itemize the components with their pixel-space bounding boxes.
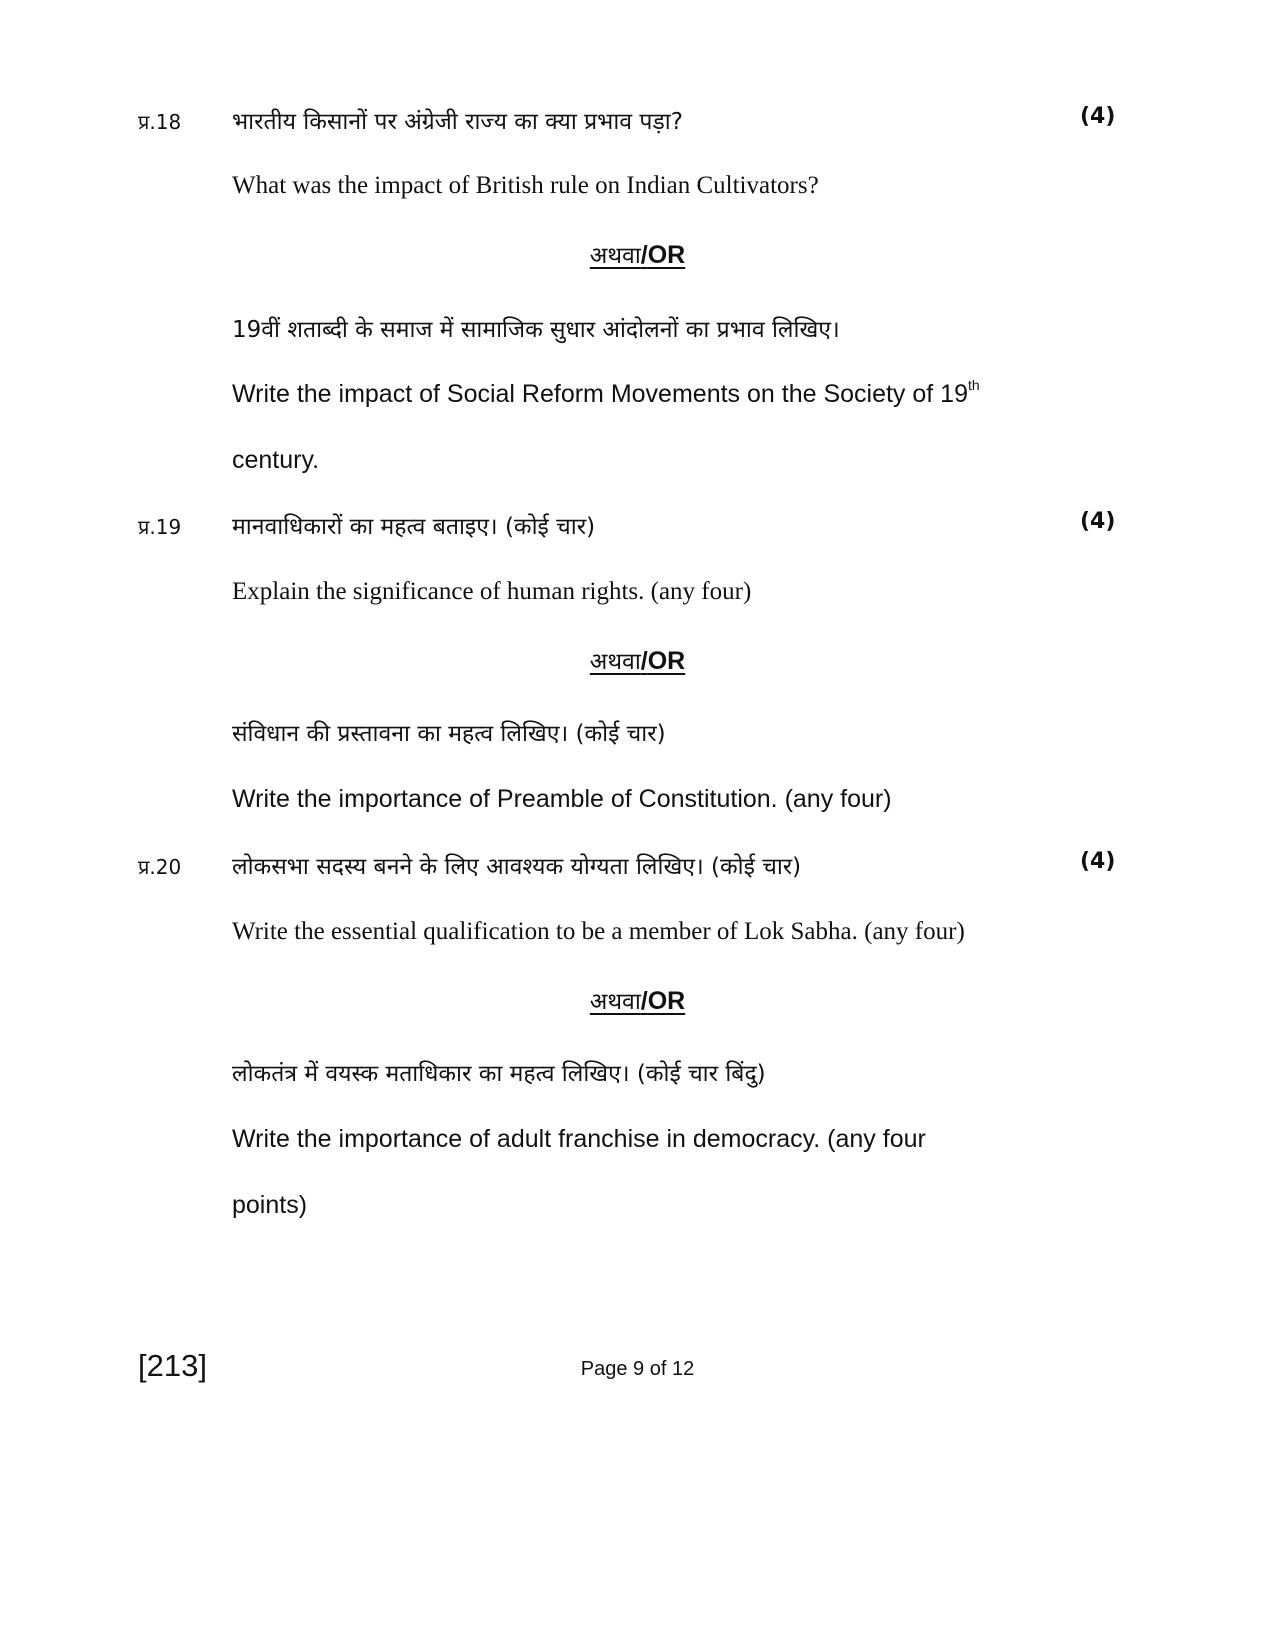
or-hindi: अथवा bbox=[589, 649, 641, 675]
question-18-english: What was the impact of British rule on Indian Cultivators? bbox=[232, 172, 819, 199]
question-19-hindi: मानवाधिकारों का महत्व बताइए। (कोई चार) bbox=[232, 514, 596, 540]
question-number-19: प्र.19 bbox=[138, 515, 182, 539]
or-hindi: अथवा bbox=[589, 989, 641, 1015]
question-18-alt-hindi: 19वीं शताब्दी के समाज में सामाजिक सुधार आंदोलनों का प्रभाव लिखिए। bbox=[232, 317, 840, 343]
question-18-alt-english-line2: century. bbox=[232, 446, 320, 474]
or-slash: / bbox=[640, 241, 648, 269]
question-20-alt-english-line2: points) bbox=[232, 1191, 308, 1219]
question-20-marks: (4) bbox=[1080, 849, 1116, 874]
question-19-marks: (4) bbox=[1080, 509, 1116, 534]
or-hindi: अथवा bbox=[589, 243, 641, 269]
question-18-marks: (4) bbox=[1080, 104, 1116, 129]
question-20-english: Write the essential qualification to be a member of Lok Sabha. (any four) bbox=[232, 918, 965, 945]
or-english: OR bbox=[647, 647, 686, 675]
or-divider-20 bbox=[0, 984, 1275, 1016]
or-english: OR bbox=[647, 987, 686, 1015]
question-number-18: प्र.18 bbox=[138, 110, 182, 134]
superscript-th: th bbox=[967, 377, 980, 393]
paper-code: [213] bbox=[138, 1348, 207, 1383]
or-slash: / bbox=[640, 987, 648, 1015]
question-number-20: प्र.20 bbox=[138, 855, 182, 879]
page-number: Page 9 of 12 bbox=[580, 1358, 695, 1380]
or-english: OR bbox=[647, 241, 686, 269]
question-20-alt-english: Write the importance of adult franchise in democracy. (any four bbox=[232, 1125, 926, 1153]
question-20-hindi: लोकसभा सदस्य बनने के लिए आवश्यक योग्यता लिखिए। (कोई चार) bbox=[232, 854, 802, 880]
question-19-english: Explain the significance of human rights. (any four) bbox=[232, 578, 752, 605]
question-20-alt-hindi: लोकतंत्र में वयस्क मताधिकार का महत्व लिखिए। (कोई चार बिंदु) bbox=[232, 1061, 766, 1087]
question-19-alt-hindi: संविधान की प्रस्तावना का महत्व लिखिए। (कोई चार) bbox=[232, 721, 666, 747]
question-18-alt-english-text: Write the impact of Social Reform Movements on the Society of 19 bbox=[232, 380, 968, 408]
or-divider-19 bbox=[0, 644, 1275, 676]
or-slash: / bbox=[640, 647, 648, 675]
question-18-hindi: भारतीय किसानों पर अंग्रेजी राज्य का क्या प्रभाव पड़ा? bbox=[232, 109, 683, 135]
or-divider-18 bbox=[0, 238, 1275, 270]
question-18-alt-english bbox=[232, 377, 980, 409]
question-19-alt-english: Write the importance of Preamble of Constitution. (any four) bbox=[232, 785, 892, 813]
